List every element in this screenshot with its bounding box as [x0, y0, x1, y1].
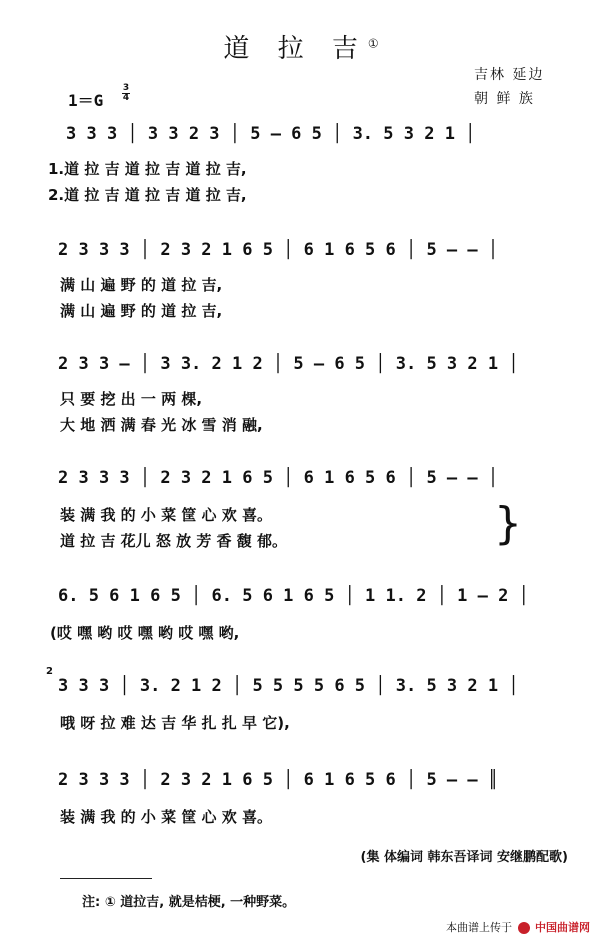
watermark	[446, 919, 590, 935]
lyric-verse-1: (哎 嘿 哟 哎 嘿 哟 哎 嘿 哟,	[50, 624, 240, 642]
footnote-marker: ①	[367, 36, 379, 51]
lyric-verse-2: 大 地 洒 满 春 光 冰 雪 消 融,	[60, 416, 263, 434]
notation-row: 3 3 3 │ 3. 2 1 2 │ 5 5 5 5 6 5 │ 3. 5 3 2 1 │	[58, 676, 519, 696]
site-logo-icon	[518, 922, 530, 934]
notation-row: 6. 5 6 1 6 5 │ 6. 5 6 1 6 5 │ 1 1. 2 │ 1 – 2 │	[58, 586, 529, 606]
credits: (集 体编词 韩东吾译词 安继鹏配歌)	[360, 850, 568, 865]
lyric-verse-1: 哦 呀 拉 难 达 吉 华 扎 扎 早 它),	[60, 714, 290, 732]
notation-row: 3 3 3 │ 3 3 2 3 │ 5 – 6 5 │ 3. 5 3 2 1 │	[66, 124, 476, 144]
footnote: 注: ① 道拉吉, 就是桔梗, 一种野菜。	[82, 895, 296, 910]
origin-place: 吉林 延边	[474, 67, 545, 83]
notation-row: 2 3 3 3 │ 2 3 2 1 6 5 │ 6 1 6 5 6 │ 5 – – │	[58, 468, 499, 488]
grace-note: 2	[46, 666, 53, 677]
origin-people: 朝 鲜 族	[474, 91, 535, 107]
lyric-verse-1: 满 山 遍 野 的 道 拉 吉,	[60, 276, 223, 294]
lyric-verse-1: 只 要 挖 出 一 两 棵,	[60, 390, 203, 408]
notation-row: 2 3 3 3 │ 2 3 2 1 6 5 │ 6 1 6 5 6 │ 5 – – │	[58, 240, 499, 260]
meter-bottom: 4	[122, 93, 130, 103]
notation-row: 2 3 3 3 │ 2 3 2 1 6 5 │ 6 1 6 5 6 │ 5 – – ║	[58, 770, 499, 790]
lyric-verse-1: 1.道 拉 吉 道 拉 吉 道 拉 吉,	[48, 160, 247, 178]
watermark-brand: 中国曲谱网	[535, 921, 590, 934]
lyric-verse-2: 满 山 遍 野 的 道 拉 吉,	[60, 302, 223, 320]
key-signature: 1＝G	[68, 91, 104, 110]
time-signature	[122, 84, 130, 103]
lyric-verse-1: 装 满 我 的 小 菜 筐 心 欢 喜。	[60, 506, 273, 524]
footnote-rule	[60, 878, 152, 879]
lyric-verse-2: 道 拉 吉 花儿 怒 放 芳 香 馥 郁。	[60, 532, 288, 550]
meter-top: 3	[122, 83, 130, 93]
watermark-text: 本曲谱上传于	[446, 921, 512, 934]
lyric-verse-2: 2.道 拉 吉 道 拉 吉 道 拉 吉,	[48, 186, 247, 204]
verse-brace: }	[494, 498, 522, 549]
notation-row: 2 3 3 – │ 3 3. 2 1 2 │ 5 – 6 5 │ 3. 5 3 2 1 │	[58, 354, 519, 374]
lyric-verse-1: 装 满 我 的 小 菜 筐 心 欢 喜。	[60, 808, 273, 826]
song-title: 道 拉 吉①	[223, 34, 379, 64]
